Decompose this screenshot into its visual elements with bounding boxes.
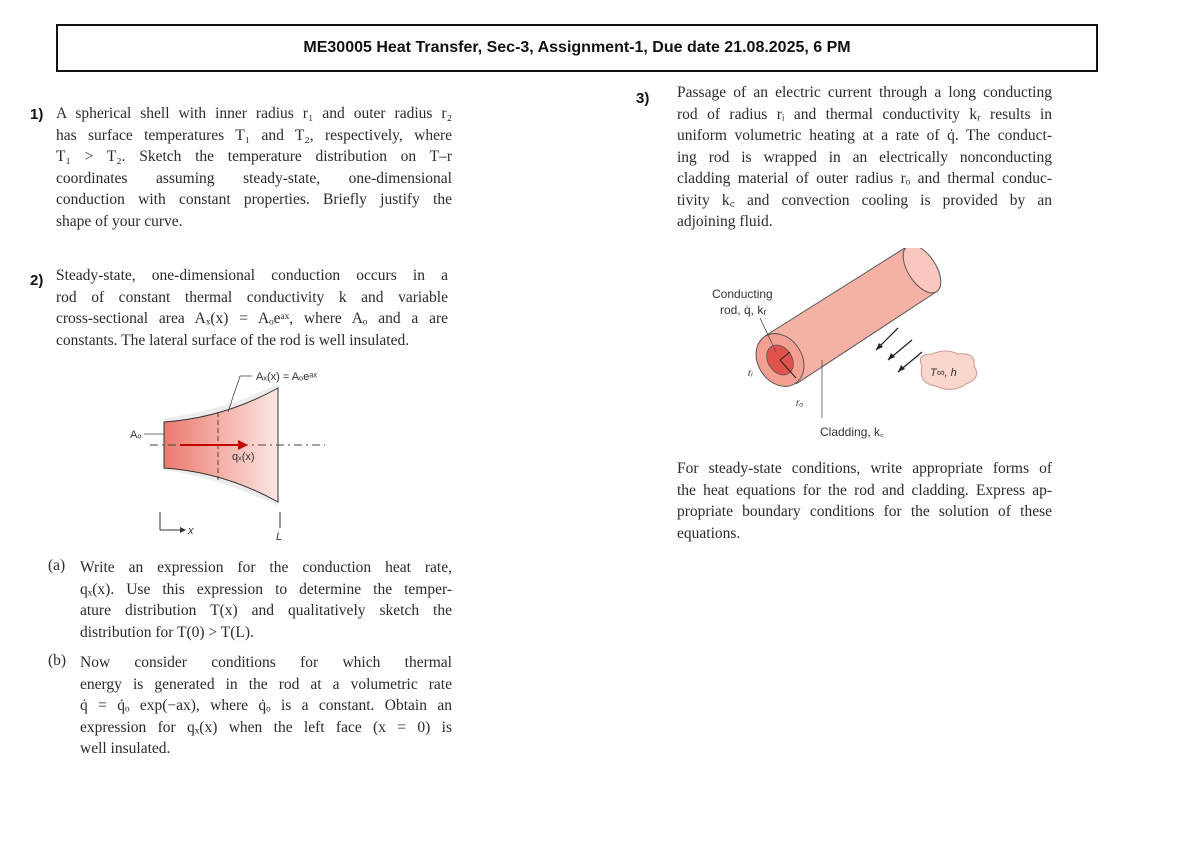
part-b-label: (b)	[48, 652, 67, 669]
cladding-label: Cladding, k꜀	[820, 425, 885, 439]
part-a-line: Write an expression for the conduction heat rate,	[80, 559, 452, 576]
q2-line: Steady-state, one-dimensional conduction occurs in a	[56, 267, 448, 284]
part-a-line: qₓ(x). Use this expression to determine the temper-	[80, 580, 452, 598]
question-3-number: 3)	[636, 90, 650, 107]
conducting-rod-label: Conducting	[712, 287, 773, 301]
conducting-rod-properties: rod, q̇, kᵣ	[720, 303, 767, 317]
q3-followup-line: For steady-state conditions, write appropriate forms of	[677, 460, 1052, 477]
question-1-text	[56, 103, 452, 232]
outer-radius-label: rₒ	[796, 398, 804, 409]
part-b-line: q̇ = q̇ₒ exp(−ax), where q̇ₒ is a constant. Obtain an	[80, 697, 452, 714]
q3-line: adjoining fluid.	[677, 213, 773, 230]
clad-rod-figure	[700, 248, 1000, 448]
q3-line: rod of radius rᵢ and thermal conductivity kᵣ results in	[677, 105, 1052, 123]
question-2-text	[56, 265, 448, 351]
q1-line: has surface temperatures T₁ and T₂, respectively, where	[56, 126, 452, 144]
part-b-line: well insulated.	[80, 740, 171, 757]
q2-line: constants. The lateral surface of the rod is well insulated.	[56, 331, 410, 349]
q1-line: shape of your curve.	[56, 212, 183, 230]
assignment-title: ME30005 Heat Transfer, Sec-3, Assignment-1, Due date 21.08.2025, 6 PM	[56, 24, 1098, 72]
question-1-number: 1)	[30, 106, 44, 123]
fluid-label: T∞, h	[930, 367, 957, 379]
part-a-line: distribution for T(0) > T(L).	[80, 623, 254, 641]
inlet-area-label: Aₒ	[130, 429, 142, 441]
part-a-text	[80, 557, 452, 643]
q3-followup-line: equations.	[677, 524, 741, 542]
q3-followup-line: propriate boundary conditions for the solution of these	[677, 503, 1052, 520]
q1-line: conduction with constant properties. Briefly justify the	[56, 191, 452, 208]
q2-line: cross-sectional area Aₓ(x) = Aₒeᵃˣ, where Aₒ and a are	[56, 310, 448, 327]
q3-line: cladding material of outer radius rₒ and thermal conduc-	[677, 170, 1052, 187]
q3-followup-line: the heat equations for the rod and cladding. Express ap-	[677, 481, 1052, 499]
length-label: L	[276, 531, 283, 542]
x-axis-label: x	[188, 525, 194, 537]
q3-line: uniform volumetric heating at a rate of q̇. The conduct-	[677, 127, 1052, 144]
q3-line: tivity k꜀ and convection cooling is provided by an	[677, 191, 1052, 209]
part-b-text	[80, 652, 452, 760]
inner-radius-label: rᵢ	[748, 368, 753, 379]
area-label: Aₓ(x) = Aₒeᵃˣ	[256, 371, 318, 383]
q1-line: T₁ > T₂. Sketch the temperature distribution on T–r	[56, 148, 452, 165]
q1-line: coordinates assuming steady-state, one-dimensional	[56, 169, 452, 187]
heat-rate-label: qₓ(x)	[232, 451, 255, 463]
question-3-text	[677, 82, 1052, 233]
part-a-line: ature distribution T(x) and qualitatively sketch the	[80, 602, 452, 619]
variable-area-rod-figure	[120, 362, 360, 542]
q3-line: Passage of an electric current through a long conducting	[677, 84, 1052, 101]
q1-line: A spherical shell with inner radius r₁ and outer radius r₂	[56, 105, 452, 122]
question-2-number: 2)	[30, 272, 44, 289]
question-3-followup	[677, 458, 1052, 544]
q3-line: ing rod is wrapped in an electrically nonconducting	[677, 148, 1052, 166]
part-a-label: (a)	[48, 557, 66, 574]
q2-line: rod of constant thermal conductivity k and variable	[56, 288, 448, 306]
part-b-line: energy is generated in the rod at a volumetric rate	[80, 675, 452, 693]
part-b-line: Now consider conditions for which thermal	[80, 654, 452, 671]
part-b-line: expression for qₓ(x) when the left face (x = 0) is	[80, 718, 452, 736]
